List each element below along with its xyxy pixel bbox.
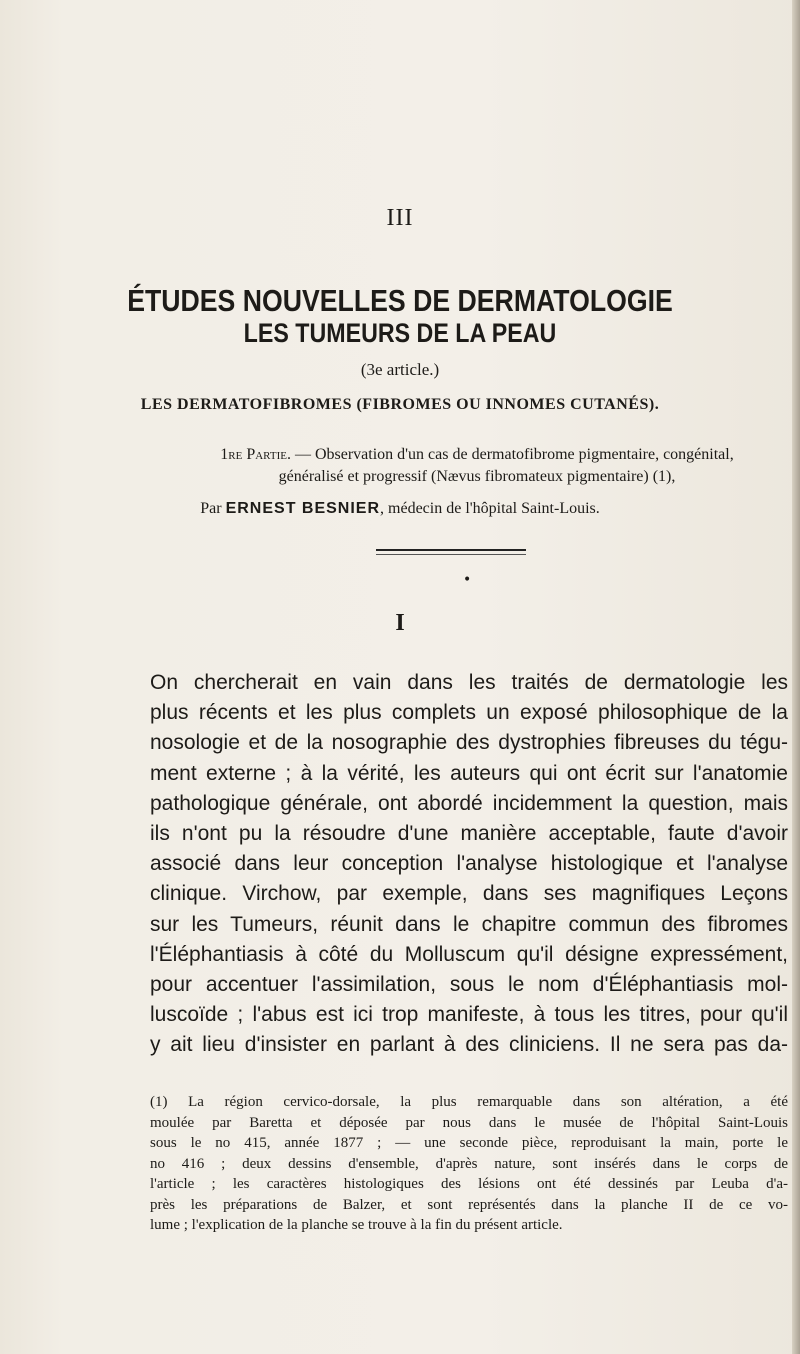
- footnote-line: sous le no 415, année 1877 ; — une seconde pièce, reproduisant la main, porte le: [150, 1135, 788, 1151]
- body-text: [150, 668, 788, 1061]
- partie-label: 1re Partie.: [220, 446, 291, 463]
- author-name: ERNEST BESNIER: [225, 500, 381, 517]
- body-line: nosologie et de la nosographie des dystrophies fibreuses du tégu-: [150, 731, 788, 755]
- subtitle: LES DERMATOFIBROMES (FIBROMES OU INNOMES CUTANÉS).: [140, 396, 660, 413]
- footnote: [150, 1092, 788, 1236]
- footnote-line: (1) La région cervico-dorsale, la plus remarquable dans son altération, a été: [150, 1094, 788, 1110]
- footnote-line: près les préparations de Balzer, et sont représentés dans la planche II de ce vo-: [150, 1196, 788, 1213]
- body-line: associé dans leur conception l'analyse histologique et l'analyse: [150, 852, 788, 876]
- section-numeral: I: [395, 610, 405, 636]
- author-suffix: , médecin de l'hôpital Saint-Louis.: [380, 500, 600, 517]
- body-line: y ait lieu d'insister en parlant à des cliniciens. Il ne sera pas da-: [150, 1033, 788, 1057]
- body-line: On chercherait en vain dans les traités de dermatologie les: [150, 671, 788, 694]
- body-line: plus récents et les plus complets un exposé philosophique de la: [150, 701, 788, 725]
- body-line: l'Éléphantiasis à côté du Molluscum qu'il désigne expressément,: [150, 942, 788, 966]
- separator-rule: [376, 549, 526, 555]
- page-edge: [792, 0, 800, 1354]
- partie-text-2: généralisé et progressif (Nævus fibromateux pigmentaire) (1),: [278, 468, 676, 485]
- chapter-numeral: III: [386, 205, 414, 231]
- title-line-2: LES TUMEURS DE LA PEAU: [243, 318, 557, 348]
- footnote-line: moulée par Baretta et déposée par nous dans le musée de l'hôpital Saint-Louis: [150, 1114, 788, 1131]
- author-prefix: Par: [200, 500, 226, 517]
- body-line: sur les Tumeurs, réunit dans le chapitre commun des fibromes: [150, 912, 788, 936]
- footnote-line: no 416 ; deux dessins d'ensemble, d'après nature, sont insérés dans le corps de: [150, 1155, 788, 1172]
- article-note: (3e article.): [360, 360, 440, 379]
- author-line: [0, 500, 800, 518]
- footnote-line: l'article ; les caractères histologiques des lésions ont été dessinés par Leuba d'a-: [150, 1176, 788, 1192]
- partie-text-1: — Observation d'un cas de dermatofibrome pigmentaire, congénital,: [290, 446, 734, 463]
- partie-heading: [172, 444, 782, 488]
- ornament-dot: •: [463, 572, 472, 588]
- title-line-1: ÉTUDES NOUVELLES DE DERMATOLOGIE: [127, 283, 673, 318]
- body-line: pathologique générale, ont abordé incidemment la question, mais: [150, 791, 788, 815]
- body-line: ment externe ; à la vérité, les auteurs qui ont écrit sur l'anatomie: [150, 761, 788, 785]
- body-line: clinique. Virchow, par exemple, dans ses magnifiques Leçons: [150, 882, 788, 906]
- body-line: luscoïde ; l'abus est ici trop manifeste, à tous les titres, pour qu'il: [150, 1003, 788, 1027]
- footnote-line: lume ; l'explication de la planche se trouve à la fin du présent article.: [150, 1217, 563, 1233]
- body-line: pour accentuer l'assimilation, sous le nom d'Éléphantiasis mol-: [150, 973, 788, 997]
- body-line: ils n'ont pu la résoudre d'une manière acceptable, faute d'avoir: [150, 822, 788, 846]
